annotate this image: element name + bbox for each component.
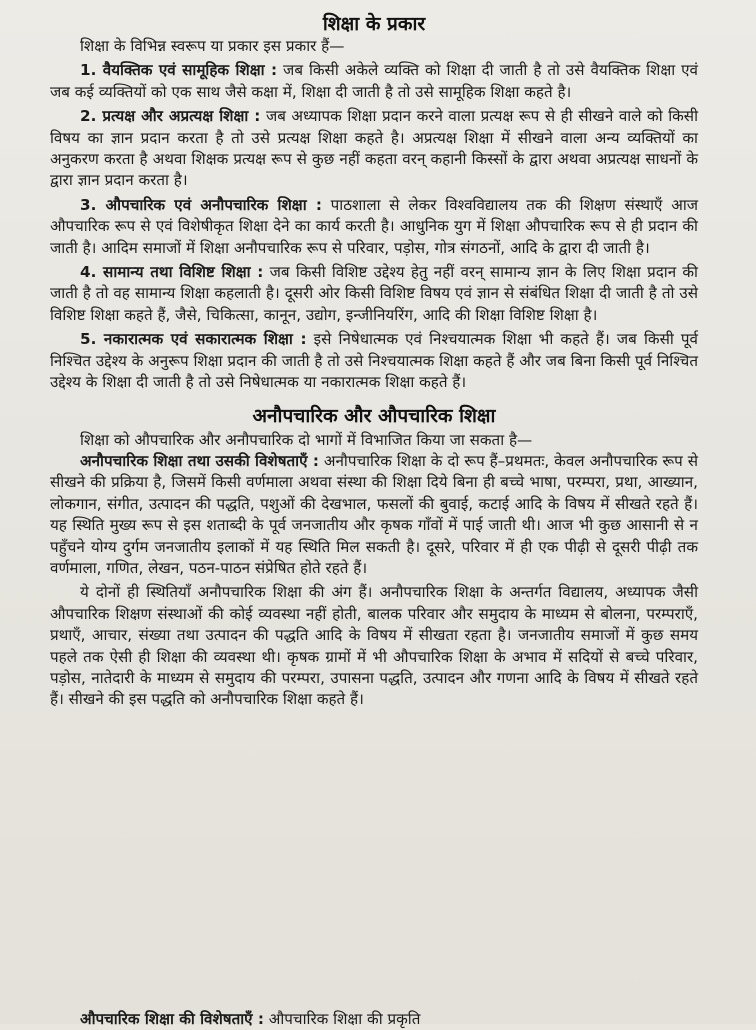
type-2-text: जब अध्यापक शिक्षा प्रदान करने वाला प्रत्यक्ष रूप से ही सीखने वाले को किसी विषय का ज्ञान प्रदान करता है तो उसे प्रत्यक्ष शिक्षा कहते है। अप्रत्यक्ष शिक्षा में सीखने वाला अन्य व्यक्तियों का अनुकरण करता है अथवा शिक्षक प्रत्यक्ष रूप से कुछ नहीं कहता वरन् कहानी किस्सों के द्वारा अथवा अप्रत्यक्ष साधनों के द्वारा ज्ञान प्रदान करता है। [50, 107, 698, 190]
informal-paragraph-2: ये दोनों ही स्थितियाँ अनौपचारिक शिक्षा की अंग हैं। अनौपचारिक शिक्षा के अन्तर्गत विद्यालय, अध्यापक जैसी औपचारिक शिक्षण संस्थाओं की कोई व्यवस्था नहीं होती, बालक परिवार और समुदाय के माध्यम से बोलना, परम्पराएँ, प्रथाएँ, आचार, संख्या तथा उत्पादन की पद्धति आदि के विषय में सीखता रहता है। जनजातीय समाजों में कुछ समय पहले तक ऐसी ही शिक्षा की व्यवस्था थी। कृषक ग्रामों में भी औपचारिक शिक्षा के अभाव में सदियों से बच्चे परिवार, पड़ोस, नातेदारी के माध्यम से समुदाय की परम्परा, उपासना पद्धति, उत्पादन और गणना आदि के विषय में सीखते रहते हैं। सीखने की इस पद्धति को अनौपचारिक शिक्षा कहते हैं। [50, 583, 698, 709]
type-5-text: इसे निषेधात्मक एवं निश्चयात्मक शिक्षा भी कहते हैं। जब किसी पूर्व निश्चित उद्देश्य के अनुरूप शिक्षा प्रदान की जाती है तो उसे निश्चयात्मक शिक्षा कहते हैं और जब बिना किसी पूर्व निश्चित उद्देश्य के शिक्षा दी जाती है तो उसे निषेधात्मक या नकारात्मक शिक्षा कहते हैं। [50, 330, 698, 392]
section-intro: शिक्षा को औपचारिक और अनौपचारिक दो भागों में विभाजित किया जा सकता है— [80, 430, 533, 449]
type-5-heading: 5. नकारात्मक एवं सकारात्मक शिक्षा : [80, 330, 307, 349]
intro-text: शिक्षा के विभिन्न स्वरूप या प्रकार इस प्रकार हैं— [80, 37, 345, 55]
formal-partial-line [50, 1009, 698, 1030]
cropped-header-text [50, 4, 698, 10]
type-3 [50, 195, 698, 259]
formal-heading: औपचारिक शिक्षा की विशेषताएँ : [80, 1010, 264, 1028]
type-1 [50, 60, 698, 103]
type-1-heading: 1. वैयक्तिक एवं सामूहिक शिक्षा : [80, 61, 278, 80]
informal-paragraph-1 [50, 451, 698, 579]
type-1-text: जब किसी अकेले व्यक्ति को शिक्षा दी जाती है तो उसे वैयक्तिक शिक्षा एवं जब कई व्यक्तियों को एक साथ जैसे कक्षा में, शिक्षा दी जाती है तो उसे सामूहिक शिक्षा कहते है। [50, 61, 698, 101]
type-4-text: जब किसी विशिष्ट उद्देश्य हेतु नहीं वरन् सामान्य ज्ञान के लिए शिक्षा प्रदान की जाती है तो वह सामान्य शिक्षा कहलाती है। दूसरी ओर किसी विशिष्ट विषय एवं ज्ञान से संबंधित शिक्षा दी जाती है तो उसे विशिष्ट शिक्षा कहते हैं, जैसे, चिकित्सा, कानून, उद्योग, इन्जीनियरिंग, आदि की शिक्षा विशिष्ट शिक्षा है। [50, 263, 698, 324]
page-title: शिक्षा के प्रकार [322, 13, 426, 35]
type-3-heading: 3. औपचारिक एवं अनौपचारिक शिक्षा : [80, 195, 322, 214]
type-5 [50, 329, 698, 393]
informal-text-1: अनौपचारिक शिक्षा के दो रूप हैं–प्रथमतः, केवल अनौपचारिक रूप से सीखने की प्रक्रिया है, जिसमें किसी वर्णमाला अथवा संस्था की शिक्षा दिये बिना ही बच्चे भाषा, परम्परा, प्रथा, आख्यान, लोकगान, संगीत, उत्पादन की पद्धति, पशुओं की देखभाल, फसलों की बुवाई, कटाई आदि के विषय में सीखते रहते हैं। यह स्थिति मुख्य रूप से इस शताब्दी के पूर्व जनजातीय और कृषक गाँवों में पाई जाती थी। आज भी कुछ आसानी से न पहुँचने योग्य दुर्गम जनजातीय इलाकों में यह स्थिति मिल सकती है। दूसरे, परिवार में ही एक पीढ़ी से दूसरी पीढ़ी तक वर्णमाला, गणित, लेखन, पठन-पाठन संप्रेषित होते रहते हैं। [50, 451, 698, 577]
type-4 [50, 262, 698, 326]
type-4-heading: 4. सामान्य तथा विशिष्ट शिक्षा : [80, 263, 264, 282]
type-2 [50, 106, 698, 192]
section-title: अनौपचारिक और औपचारिक शिक्षा [252, 404, 496, 427]
informal-heading: अनौपचारिक शिक्षा तथा उसकी विशेषताएँ : [80, 451, 319, 470]
formal-partial-text: औपचारिक शिक्षा की प्रकृति [263, 1010, 421, 1028]
type-2-heading: 2. प्रत्यक्ष और अप्रत्यक्ष शिक्षा : [80, 107, 261, 126]
type-3-text: पाठशाला से लेकर विश्वविद्यालय तक की शिक्षण संस्थाएँ आज औपचारिक रूप से एवं विशेषीकृत शिक्षा देने का कार्य करती है। आधुनिक युग में शिक्षा औपचारिक रूप से ही प्रदान की जाती है। आदिम समाजों में शिक्षा अनौपचारिक रूप से परिवार, पड़ोस, गोत्र संगठनों, आदि के द्वारा दी जाती है। [50, 195, 698, 257]
